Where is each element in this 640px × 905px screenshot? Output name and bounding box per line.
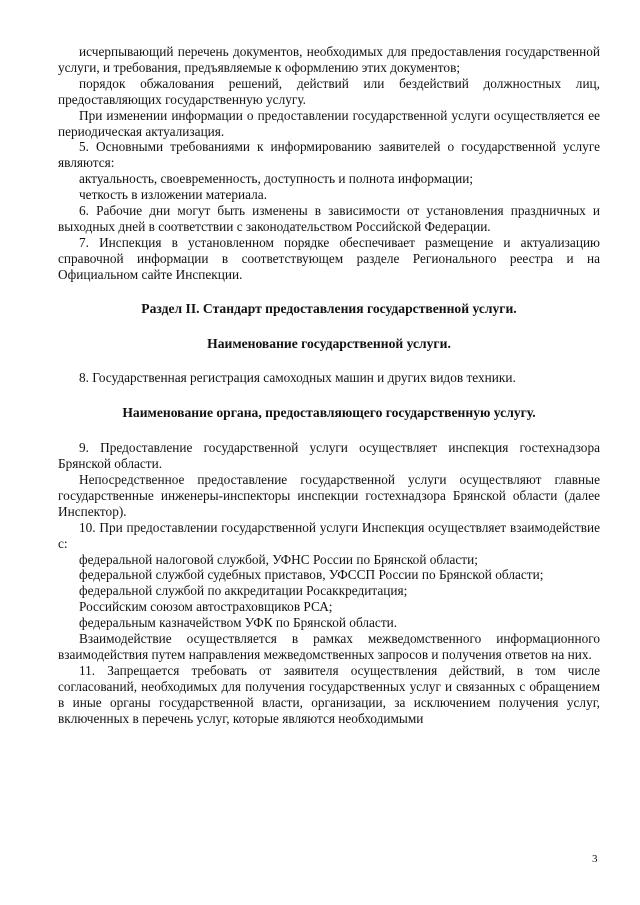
paragraph-interaction: Взаимодействие осуществляется в рамках межведомственного информационного взаимодействия путем направления межведомственных запросов и получения ответов на них.: [58, 631, 600, 662]
paragraph-appeal-procedure: порядок обжалования решений, действий или бездействий должностных лиц, предоставляющих государственную услугу.: [58, 75, 600, 107]
paragraph-item-5: 5. Основными требованиями к информированию заявителей о государственной услуге являются:: [58, 139, 600, 171]
paragraph-inspectors: Непосредственное предоставление государственной услуги осуществляют главные государственные инженеры-инспекторы инспекции гостехнадзора Брянской области (далее Инспектор).: [58, 472, 600, 519]
paragraph-bailiffs-service: федеральной службой судебных приставов, УФССП России по Брянской области;: [79, 567, 544, 583]
paragraph-item-9: 9. Предоставление государственной услуги осуществляет инспекция гостехнадзора Брянской области.: [58, 440, 600, 472]
paragraph-item-11: 11. Запрещается требовать от заявителя осуществления действий, в том числе согласований, необходимых для получения государственных услуг и связанных с обращением в иные органы государственной власти, организации, за исключением получения услуг, включенных в перечень услуг, которые являются необходимыми: [58, 662, 600, 726]
service-name-heading: Наименование государственной услуги.: [207, 335, 451, 351]
paragraph-item-8: 8. Государственная регистрация самоходных машин и других видов техники.: [79, 370, 516, 386]
paragraph-item-6: 6. Рабочие дни могут быть изменены в зависимости от установления праздничных и выходных дней в соответствии с законодательством Российской Федерации.: [58, 203, 600, 234]
paragraph-insurers-union: Российским союзом автостраховщиков РСА;: [79, 599, 333, 615]
paragraph-tax-service: федеральной налоговой службой, УФНС России по Брянской области;: [79, 551, 478, 567]
paragraph-item-7: 7. Инспекция в установленном порядке обеспечивает размещение и актуализацию справочной информации в соответствующем разделе Регионального реестра и на Официальном сайте Инспекции.: [58, 234, 600, 282]
paragraph-accreditation-service: федеральной службой по аккредитации Росаккредитация;: [79, 583, 408, 599]
document-page: [58, 44, 600, 727]
paragraph-actualization: При изменении информации о предоставлении государственной услуги осуществляется ее периодическая актуализация.: [58, 107, 600, 139]
section-heading: Раздел II. Стандарт предоставления государственной услуги.: [141, 300, 517, 316]
paragraph-documents-list: исчерпывающий перечень документов, необходимых для предоставления государственной услуги, и требования, предъявляемые к оформлению этих документов;: [58, 44, 600, 75]
paragraph-clarity: четкость в изложении материала.: [79, 187, 268, 203]
authority-heading: Наименование органа, предоставляющего государственную услугу.: [122, 405, 536, 421]
paragraph-treasury: федеральным казначейством УФК по Брянской области.: [79, 615, 398, 631]
paragraph-item-10: 10. При предоставлении государственной услуги Инспекция осуществляет взаимодействие с:: [58, 519, 600, 551]
paragraph-relevance: актуальность, своевременность, доступность и полнота информации;: [79, 171, 474, 187]
page-number: 3: [592, 853, 598, 865]
